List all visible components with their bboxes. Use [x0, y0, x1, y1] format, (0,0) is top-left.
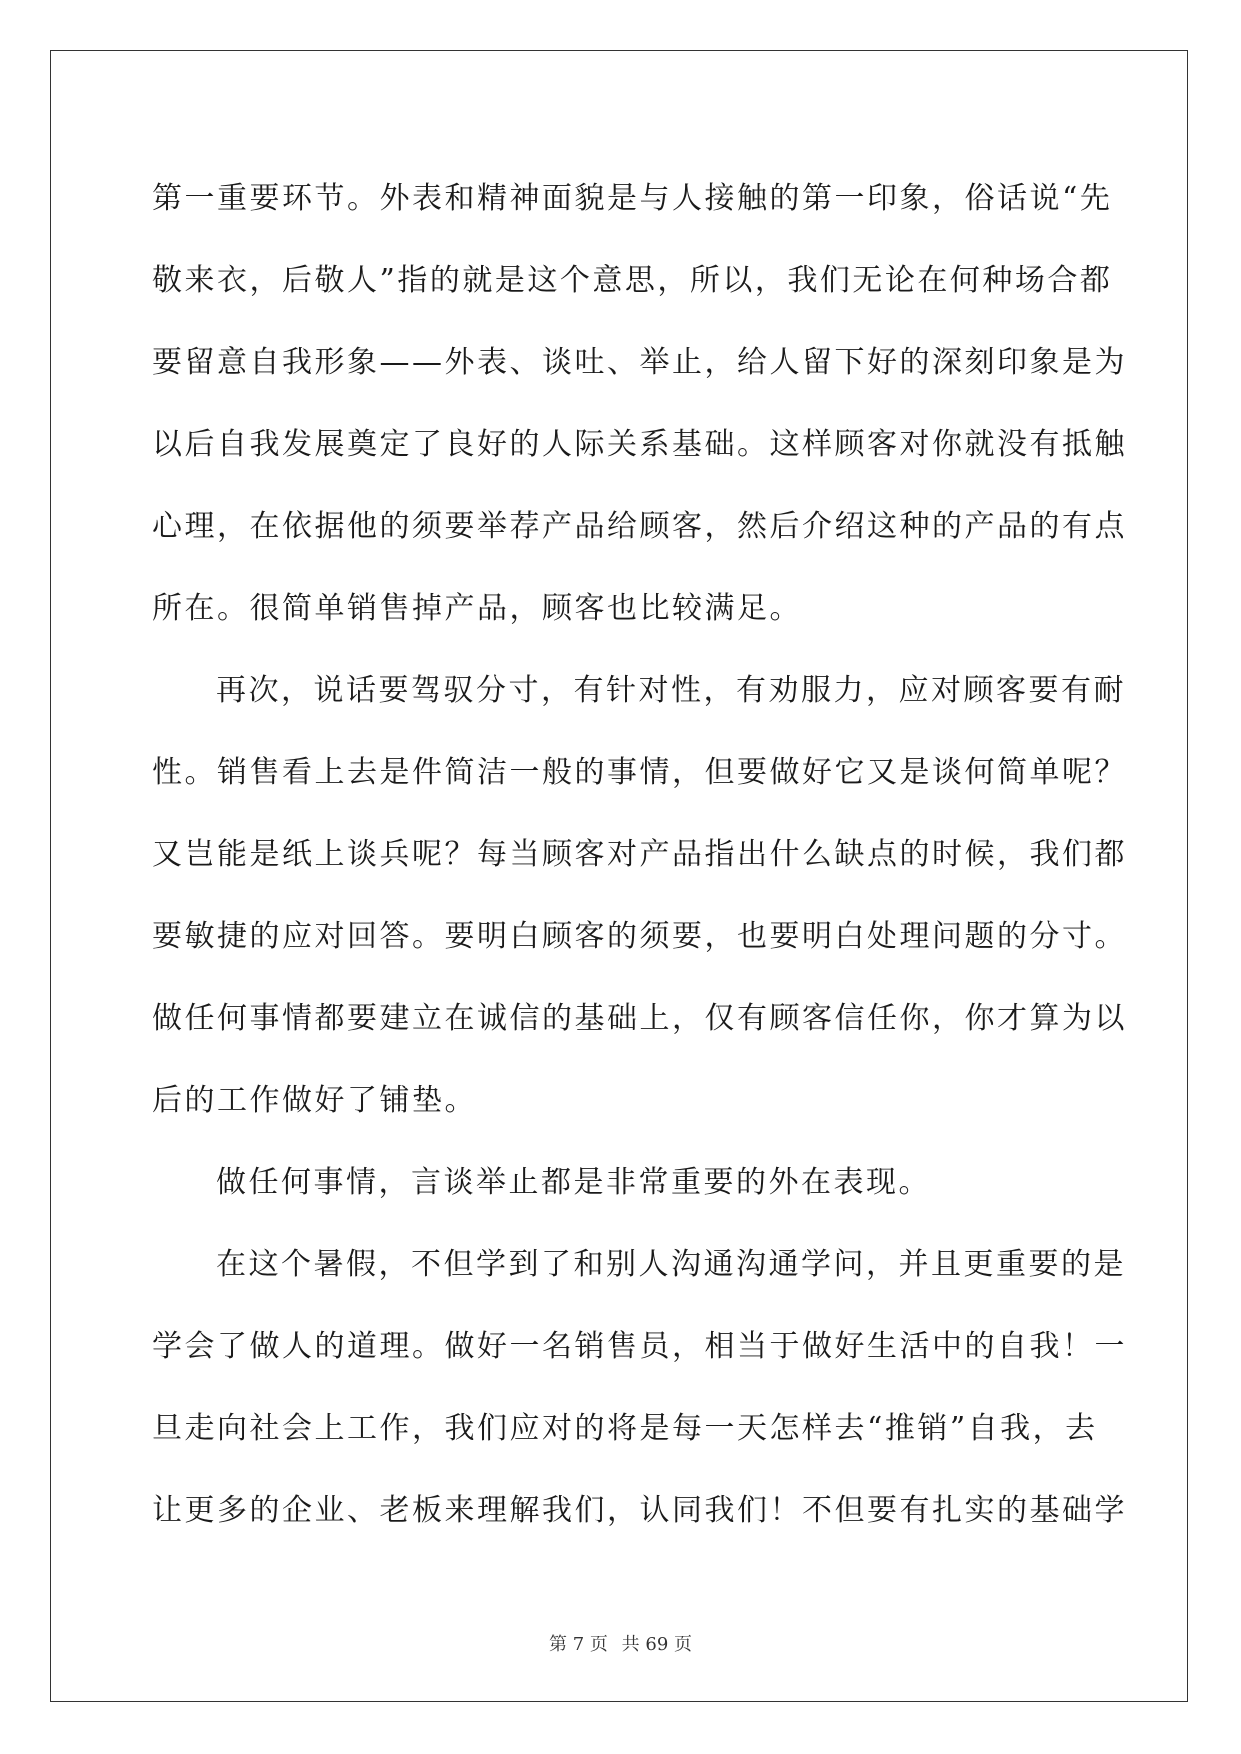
text-line: 后的工作做好了铺垫。 — [152, 1083, 477, 1118]
text-line: 第一重要环节。外表和精神面貌是与人接触的第一印象，俗话说“先 — [152, 181, 1113, 216]
text-line: 学会了做人的道理。做好一名销售员，相当于做好生活中的自我！一 — [152, 1329, 1127, 1364]
text-line: 以后自我发展奠定了良好的人际关系基础。这样顾客对你就没有抵触 — [152, 427, 1127, 462]
page-number: 第 7 页 — [549, 1634, 608, 1655]
text-line: 要留意自我形象——外表、谈吐、举止，给人留下好的深刻印象是为 — [152, 345, 1127, 380]
text-line: 性。销售看上去是件简洁一般的事情，但要做好它又是谈何简单呢？ — [152, 755, 1127, 790]
text-line: 敬来衣，后敬人”指的就是这个意思，所以，我们无论在何种场合都 — [152, 263, 1113, 298]
page-footer — [0, 1630, 1241, 1656]
text-line: 旦走向社会上工作，我们应对的将是每一天怎样去“推销”自我，去 — [152, 1411, 1098, 1446]
page-total: 共 69 页 — [621, 1634, 692, 1655]
document-body — [152, 158, 1127, 1552]
text-line: 让更多的企业、老板来理解我们，认同我们！不但要有扎实的基础学 — [152, 1493, 1127, 1528]
paragraph-first-line: 做任何事情，言谈举止都是非常重要的外在表现。 — [216, 1165, 931, 1200]
paragraph-first-line: 再次，说话要驾驭分寸，有针对性，有劝服力，应对顾客要有耐 — [216, 673, 1126, 708]
text-line: 要敏捷的应对回答。要明白顾客的须要，也要明白处理问题的分寸。 — [152, 919, 1127, 954]
paragraph-first-line: 在这个暑假，不但学到了和别人沟通沟通学问，并且更重要的是 — [216, 1247, 1126, 1282]
text-line: 所在。很简单销售掉产品，顾客也比较满足。 — [152, 591, 802, 626]
text-line: 心理，在依据他的须要举荐产品给顾客，然后介绍这种的产品的有点 — [152, 509, 1127, 544]
text-line: 又岂能是纸上谈兵呢？每当顾客对产品指出什么缺点的时候，我们都 — [152, 837, 1127, 872]
text-line: 做任何事情都要建立在诚信的基础上，仅有顾客信任你，你才算为以 — [152, 1001, 1127, 1036]
